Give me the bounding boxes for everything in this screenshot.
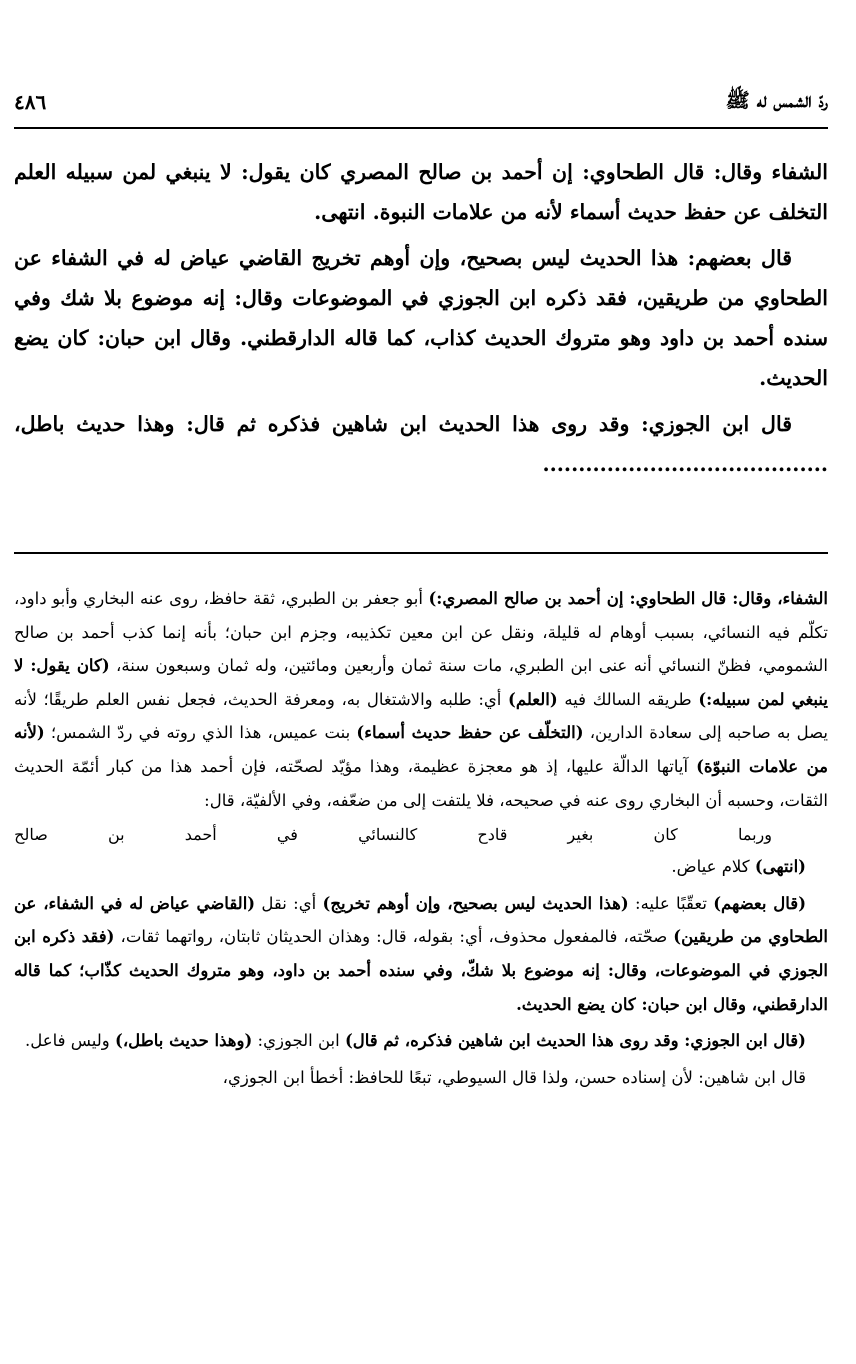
quoted-matn: (العلم): [508, 689, 558, 709]
quoted-matn: (قال بعضهم): [713, 893, 807, 913]
main-paragraph: الشفاء وقال: قال الطحاوي: إن أحمد بن صالح المصري كان يقول: لا ينبغي لمن سبيله العلم التخلف عن حفظ حديث أسماء لأنه من علامات النبوة. انتهى.: [14, 160, 828, 224]
commentary-paragraph: [14, 850, 828, 884]
verse-word: قادح: [477, 825, 508, 845]
commentary-paragraph: [14, 1061, 828, 1095]
header-rule: [14, 127, 828, 129]
verse-word: وربما: [737, 825, 772, 845]
main-paragraph: قال بعضهم: هذا الحديث ليس بصحيح، وإن أوهم تخريج القاضي عياض له في الشفاء عن الطحاوي من طريقين، فقد ذكره ابن الجوزي في الموضوعات وقال: إنه موضوع بلا شك وفي سنده أحمد بن داود وهو متروك الحديث كذاب، كما قاله الدارقطني. وقال ابن حبان: كان يضع الحديث.: [14, 246, 828, 390]
commentary-text: كلام عياض.: [671, 857, 755, 877]
verse-word: في: [276, 825, 298, 845]
verse-word: بغير: [567, 825, 594, 845]
commentary-text: قال ابن شاهين: لأن إسناده حسن، ولذا قال السيوطي، تبعًا للحافظ: أخطأ ابن الجوزي،: [222, 1067, 806, 1087]
quoted-matn: (هذا الحديث ليس بصحيح، وإن أوهم تخريج): [322, 893, 629, 913]
commentary-text: طريقه السالك فيه: [557, 689, 699, 709]
trailing-dots: ........................................: [542, 452, 828, 476]
commentary: [14, 582, 828, 1097]
quoted-matn: (القاضي عياض له في الشفاء، عن الطحاوي من طريقين): [14, 893, 828, 947]
quoted-matn: (التخلّف عن حفظ حديث أسماء): [356, 723, 584, 743]
quoted-matn: الشفاء، وقال: قال الطحاوي: إن أحمد بن صالح المصري:): [428, 589, 828, 608]
main-text: [14, 152, 828, 490]
quoted-matn: (كان يقول: لا ينبغي لمن سبيله:): [14, 656, 828, 709]
quoted-matn: (لأنه من علامات النبوّة): [14, 723, 828, 776]
quoted-matn: (فقد ذكره ابن الجوزي في الموضوعات، وقال: إنه موضوع بلا شكّ، وفي سنده أحمد بن داود، وهو متروك الحديث كذّاب؛ كما قاله الدارقطني، وقال ابن حبان: كان يضع الحديث.: [14, 927, 828, 1014]
verse-line: [14, 820, 828, 850]
verse-word: أحمد: [184, 825, 217, 845]
quoted-matn: (وهذا حديث باطل،): [115, 1031, 253, 1051]
commentary-paragraph: [14, 887, 828, 1021]
verse-word: كالنسائي: [358, 825, 418, 845]
page-number: ٤٨٦: [14, 90, 47, 114]
quoted-matn: (انتهى): [754, 857, 806, 877]
commentary-text: ابن الجوزي:: [252, 1031, 345, 1051]
commentary-text: آياتها الدالّة عليها، إذ هو معجزة عظيمة، وهذا مؤيّد لصحّته، فإن أحمد هذا من كبار أئمّة الحديث الثقات، وحسبه أن البخاري روى عنه في صحيحه، فلا يلتفت إلى من ضعّفه، وفي الألفيّة، قال:: [14, 756, 828, 810]
page-header: [14, 82, 828, 122]
commentary-paragraph: [14, 582, 828, 817]
commentary-text: أي: نقل: [255, 893, 323, 913]
commentary-text: تعقّبًا عليه:: [628, 893, 714, 913]
quoted-matn: (قال ابن الجوزي: وقد روى هذا الحديث ابن شاهين فذكره، ثم قال): [344, 1031, 806, 1051]
verse-word: كان: [653, 825, 678, 845]
running-title: ردّ الشمس له ﷺ: [725, 87, 828, 112]
commentary-text: صحّته، فالمفعول محذوف، أي: بقوله، قال: وهذان الحديثان ثابتان، رواتهما ثقات،: [114, 927, 674, 947]
commentary-text: أي: طلبه والاشتغال به، ومعرفة الحديث، فجعل نفس العلم طريقًا؛ لأنه يصل به صاحبه إلى سعادة الدارين،: [14, 689, 828, 743]
main-paragraph: [14, 404, 828, 484]
commentary-text: وليس فاعل.: [25, 1031, 116, 1051]
main-paragraph-text: قال ابن الجوزي: وقد روى هذا الحديث ابن شاهين فذكره ثم قال: وهذا حديث باطل،: [14, 412, 792, 436]
commentary-paragraph: [14, 1024, 828, 1058]
book-page: [14, 0, 828, 1364]
verse-word: صالح: [14, 825, 48, 845]
verse-word: بن: [107, 825, 125, 845]
section-separator: [14, 552, 828, 554]
commentary-text: بنت عميس، هذا الذي روته في ردّ الشمس؛: [44, 723, 357, 743]
commentary-text: أبو جعفر بن الطبري، ثقة حافظ، روى عنه البخاري وأبو داود، تكلّم فيه النسائي، بسبب أوهام له قليلة، ونقل عن ابن معين تكذيبه، وجزم ابن حبان؛ بأنه إنما كذب أحمد بن صالح الشمومي، فظنّ النسائي أنه عنى ابن الطبري، مات سنة ثمان وأربعين ومائتين، وله ثمان وسبعون سنة،: [14, 589, 828, 676]
